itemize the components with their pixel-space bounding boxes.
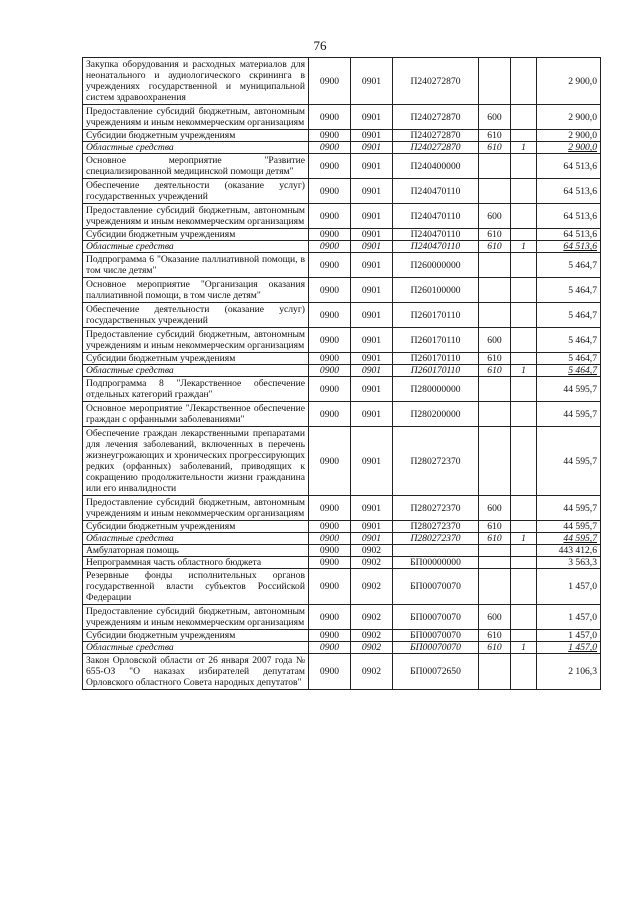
subsection-code-cell: 0901 <box>351 130 393 142</box>
row-name-cell: Подпрограмма 8 "Лекарственное обеспечение отдельных категорий граждан" <box>83 377 309 402</box>
amount-cell: 5 464,7 <box>537 365 601 377</box>
row-name-cell: Предоставление субсидий бюджетным, автономным учреждениям и иным некоммерческим организациям <box>83 328 309 353</box>
subsection-code-cell: 0901 <box>351 241 393 253</box>
income-code-cell <box>511 496 537 521</box>
table-row <box>83 105 601 130</box>
table-row <box>83 229 601 241</box>
amount-cell: 64 513,6 <box>537 229 601 241</box>
expense-type-cell: 600 <box>479 204 511 229</box>
target-article-cell: П240400000 <box>393 154 479 179</box>
subsection-code-cell: 0902 <box>351 654 393 690</box>
section-code-cell: 0900 <box>309 253 351 278</box>
expense-type-cell <box>479 154 511 179</box>
income-code-cell <box>511 105 537 130</box>
section-code-cell: 0900 <box>309 105 351 130</box>
expense-type-cell: 600 <box>479 605 511 630</box>
row-name-cell: Субсидии бюджетным учреждениям <box>83 630 309 642</box>
expense-type-cell: 610 <box>479 365 511 377</box>
table-row <box>83 630 601 642</box>
subsection-code-cell: 0901 <box>351 303 393 328</box>
section-code-cell: 0900 <box>309 204 351 229</box>
amount-cell: 44 595,7 <box>537 377 601 402</box>
table-row <box>83 427 601 496</box>
target-article-cell: БП00072650 <box>393 654 479 690</box>
section-code-cell: 0900 <box>309 179 351 204</box>
table-row <box>83 654 601 690</box>
target-article-cell: П260170110 <box>393 303 479 328</box>
row-name-cell: Основное мероприятие "Лекарственное обеспечение граждан с орфанными заболеваниями" <box>83 402 309 427</box>
table-row <box>83 142 601 154</box>
subsection-code-cell: 0901 <box>351 179 393 204</box>
expense-type-cell: 610 <box>479 142 511 154</box>
section-code-cell: 0900 <box>309 557 351 569</box>
target-article-cell: П260170110 <box>393 328 479 353</box>
subsection-code-cell: 0902 <box>351 569 393 605</box>
subsection-code-cell: 0901 <box>351 142 393 154</box>
amount-cell: 5 464,7 <box>537 303 601 328</box>
income-code-cell <box>511 427 537 496</box>
row-name-cell: Предоставление субсидий бюджетным, автономным учреждениям и иным некоммерческим организациям <box>83 605 309 630</box>
amount-cell: 64 513,6 <box>537 204 601 229</box>
section-code-cell: 0900 <box>309 427 351 496</box>
table-row <box>83 253 601 278</box>
row-name-cell: Обеспечение деятельности (оказание услуг) государственных учреждений <box>83 179 309 204</box>
amount-cell: 1 457,0 <box>537 605 601 630</box>
income-code-cell: 1 <box>511 642 537 654</box>
table-row <box>83 521 601 533</box>
table-row <box>83 241 601 253</box>
amount-cell: 5 464,7 <box>537 328 601 353</box>
income-code-cell: 1 <box>511 142 537 154</box>
expense-type-cell <box>479 179 511 204</box>
section-code-cell: 0900 <box>309 545 351 557</box>
section-code-cell: 0900 <box>309 642 351 654</box>
row-name-cell: Подпрограмма 6 "Оказание паллиативной помощи, в том числе детям" <box>83 253 309 278</box>
subsection-code-cell: 0901 <box>351 229 393 241</box>
expense-type-cell <box>479 545 511 557</box>
page-number: 76 <box>313 38 327 53</box>
amount-cell: 443 412,6 <box>537 545 601 557</box>
target-article-cell: БП00070070 <box>393 642 479 654</box>
expense-type-cell: 610 <box>479 630 511 642</box>
target-article-cell: П240470110 <box>393 241 479 253</box>
expense-type-cell: 610 <box>479 241 511 253</box>
table-row <box>83 642 601 654</box>
section-code-cell: 0900 <box>309 328 351 353</box>
row-name-cell: Областные средства <box>83 533 309 545</box>
subsection-code-cell: 0901 <box>351 278 393 303</box>
amount-cell: 44 595,7 <box>537 496 601 521</box>
row-name-cell: Закон Орловской области от 26 января 2007 года № 655-ОЗ "О наказах избирателей депутатам Орловского областного Совета народных депутатов" <box>83 654 309 690</box>
income-code-cell <box>511 154 537 179</box>
target-article-cell <box>393 545 479 557</box>
subsection-code-cell: 0901 <box>351 253 393 278</box>
row-name-cell: Субсидии бюджетным учреждениям <box>83 229 309 241</box>
subsection-code-cell: 0901 <box>351 58 393 105</box>
target-article-cell: П280272370 <box>393 496 479 521</box>
amount-cell: 1 457,0 <box>537 642 601 654</box>
subsection-code-cell: 0902 <box>351 557 393 569</box>
table-row <box>83 545 601 557</box>
table-row <box>83 377 601 402</box>
target-article-cell: П240272870 <box>393 105 479 130</box>
row-name-cell: Закупка оборудования и расходных материалов для неонатального и аудиологического скрининга в учреждениях государственной и муниципальной систем здравоохранения <box>83 58 309 105</box>
row-name-cell: Областные средства <box>83 241 309 253</box>
subsection-code-cell: 0902 <box>351 545 393 557</box>
row-name-cell: Областные средства <box>83 142 309 154</box>
section-code-cell: 0900 <box>309 365 351 377</box>
expense-type-cell: 600 <box>479 328 511 353</box>
income-code-cell: 1 <box>511 365 537 377</box>
row-name-cell: Обеспечение граждан лекарственными препаратами для лечения заболеваний, включенных в перечень жизнеугрожающих и хронических прогрессирующих редких (орфанных) заболеваний, приводящих к сокращению продолжительности жизни гражданина или его инвалидности <box>83 427 309 496</box>
expense-type-cell <box>479 654 511 690</box>
income-code-cell <box>511 630 537 642</box>
section-code-cell: 0900 <box>309 303 351 328</box>
amount-cell: 5 464,7 <box>537 253 601 278</box>
target-article-cell: П280272370 <box>393 521 479 533</box>
row-name-cell: Основное мероприятие "Развитие специализированной медицинской помощи детям" <box>83 154 309 179</box>
amount-cell: 64 513,6 <box>537 154 601 179</box>
income-code-cell <box>511 130 537 142</box>
target-article-cell: П260170110 <box>393 365 479 377</box>
expense-type-cell: 610 <box>479 533 511 545</box>
subsection-code-cell: 0901 <box>351 353 393 365</box>
table-row <box>83 154 601 179</box>
table-row <box>83 569 601 605</box>
expense-type-cell: 600 <box>479 496 511 521</box>
section-code-cell: 0900 <box>309 521 351 533</box>
target-article-cell: П240470110 <box>393 204 479 229</box>
subsection-code-cell: 0902 <box>351 605 393 630</box>
expense-type-cell: 610 <box>479 521 511 533</box>
section-code-cell: 0900 <box>309 241 351 253</box>
amount-cell: 5 464,7 <box>537 353 601 365</box>
subsection-code-cell: 0901 <box>351 105 393 130</box>
target-article-cell: П240470110 <box>393 179 479 204</box>
target-article-cell: БП00000000 <box>393 557 479 569</box>
amount-cell: 5 464,7 <box>537 278 601 303</box>
target-article-cell: П260100000 <box>393 278 479 303</box>
table-body <box>83 58 601 690</box>
subsection-code-cell: 0902 <box>351 630 393 642</box>
row-name-cell: Амбулаторная помощь <box>83 545 309 557</box>
target-article-cell: БП00070070 <box>393 605 479 630</box>
subsection-code-cell: 0902 <box>351 642 393 654</box>
target-article-cell: П260000000 <box>393 253 479 278</box>
section-code-cell: 0900 <box>309 229 351 241</box>
table-row <box>83 402 601 427</box>
income-code-cell <box>511 557 537 569</box>
income-code-cell <box>511 569 537 605</box>
income-code-cell <box>511 278 537 303</box>
row-name-cell: Областные средства <box>83 642 309 654</box>
subsection-code-cell: 0901 <box>351 402 393 427</box>
subsection-code-cell: 0901 <box>351 377 393 402</box>
amount-cell: 44 595,7 <box>537 427 601 496</box>
row-name-cell: Областные средства <box>83 365 309 377</box>
target-article-cell: П280272370 <box>393 427 479 496</box>
budget-table <box>82 57 601 690</box>
subsection-code-cell: 0901 <box>351 328 393 353</box>
amount-cell: 64 513,6 <box>537 179 601 204</box>
amount-cell: 2 900,0 <box>537 142 601 154</box>
subsection-code-cell: 0901 <box>351 204 393 229</box>
table-row <box>83 496 601 521</box>
income-code-cell <box>511 328 537 353</box>
income-code-cell <box>511 58 537 105</box>
target-article-cell: П240470110 <box>393 229 479 241</box>
subsection-code-cell: 0901 <box>351 154 393 179</box>
table-row <box>83 328 601 353</box>
section-code-cell: 0900 <box>309 402 351 427</box>
income-code-cell <box>511 377 537 402</box>
expense-type-cell: 610 <box>479 353 511 365</box>
section-code-cell: 0900 <box>309 533 351 545</box>
row-name-cell: Резервные фонды исполнительных органов государственной власти субъектов Российской Федерации <box>83 569 309 605</box>
table-row <box>83 179 601 204</box>
subsection-code-cell: 0901 <box>351 427 393 496</box>
income-code-cell: 1 <box>511 241 537 253</box>
amount-cell: 64 513,6 <box>537 241 601 253</box>
expense-type-cell: 610 <box>479 229 511 241</box>
table-row <box>83 557 601 569</box>
row-name-cell: Основное мероприятие "Организация оказания паллиативной помощи, в том числе детям" <box>83 278 309 303</box>
income-code-cell <box>511 353 537 365</box>
expense-type-cell <box>479 402 511 427</box>
amount-cell: 44 595,7 <box>537 402 601 427</box>
table-row <box>83 278 601 303</box>
amount-cell: 3 563,3 <box>537 557 601 569</box>
amount-cell: 1 457,0 <box>537 630 601 642</box>
income-code-cell <box>511 402 537 427</box>
subsection-code-cell: 0901 <box>351 365 393 377</box>
expense-type-cell <box>479 427 511 496</box>
subsection-code-cell: 0901 <box>351 533 393 545</box>
table-row <box>83 353 601 365</box>
table-row <box>83 365 601 377</box>
amount-cell: 1 457,0 <box>537 569 601 605</box>
row-name-cell: Субсидии бюджетным учреждениям <box>83 521 309 533</box>
target-article-cell: П240272870 <box>393 58 479 105</box>
section-code-cell: 0900 <box>309 496 351 521</box>
section-code-cell: 0900 <box>309 58 351 105</box>
expense-type-cell: 610 <box>479 642 511 654</box>
table-row <box>83 58 601 105</box>
income-code-cell <box>511 545 537 557</box>
row-name-cell: Субсидии бюджетным учреждениям <box>83 130 309 142</box>
section-code-cell: 0900 <box>309 569 351 605</box>
income-code-cell <box>511 521 537 533</box>
row-name-cell: Непрограммная часть областного бюджета <box>83 557 309 569</box>
section-code-cell: 0900 <box>309 278 351 303</box>
table-row <box>83 130 601 142</box>
expense-type-cell <box>479 253 511 278</box>
target-article-cell: П240272870 <box>393 142 479 154</box>
table-row <box>83 303 601 328</box>
section-code-cell: 0900 <box>309 142 351 154</box>
amount-cell: 2 106,3 <box>537 654 601 690</box>
table-row <box>83 204 601 229</box>
row-name-cell: Обеспечение деятельности (оказание услуг) государственных учреждений <box>83 303 309 328</box>
target-article-cell: БП00070070 <box>393 630 479 642</box>
table-row <box>83 533 601 545</box>
section-code-cell: 0900 <box>309 377 351 402</box>
expense-type-cell <box>479 569 511 605</box>
subsection-code-cell: 0901 <box>351 496 393 521</box>
row-name-cell: Предоставление субсидий бюджетным, автономным учреждениям и иным некоммерческим организациям <box>83 204 309 229</box>
target-article-cell: П280272370 <box>393 533 479 545</box>
row-name-cell: Предоставление субсидий бюджетным, автономным учреждениям и иным некоммерческим организациям <box>83 496 309 521</box>
section-code-cell: 0900 <box>309 654 351 690</box>
amount-cell: 2 900,0 <box>537 130 601 142</box>
income-code-cell <box>511 253 537 278</box>
section-code-cell: 0900 <box>309 154 351 179</box>
amount-cell: 44 595,7 <box>537 521 601 533</box>
expense-type-cell <box>479 58 511 105</box>
section-code-cell: 0900 <box>309 130 351 142</box>
income-code-cell <box>511 179 537 204</box>
section-code-cell: 0900 <box>309 353 351 365</box>
target-article-cell: П240272870 <box>393 130 479 142</box>
expense-type-cell: 610 <box>479 130 511 142</box>
income-code-cell <box>511 229 537 241</box>
table-row <box>83 605 601 630</box>
income-code-cell <box>511 605 537 630</box>
income-code-cell <box>511 204 537 229</box>
income-code-cell <box>511 654 537 690</box>
expense-type-cell <box>479 377 511 402</box>
section-code-cell: 0900 <box>309 630 351 642</box>
row-name-cell: Предоставление субсидий бюджетным, автономным учреждениям и иным некоммерческим организациям <box>83 105 309 130</box>
expense-type-cell <box>479 557 511 569</box>
income-code-cell <box>511 303 537 328</box>
expense-type-cell <box>479 278 511 303</box>
target-article-cell: П260170110 <box>393 353 479 365</box>
subsection-code-cell: 0901 <box>351 521 393 533</box>
amount-cell: 44 595,7 <box>537 533 601 545</box>
income-code-cell: 1 <box>511 533 537 545</box>
row-name-cell: Субсидии бюджетным учреждениям <box>83 353 309 365</box>
target-article-cell: П280200000 <box>393 402 479 427</box>
section-code-cell: 0900 <box>309 605 351 630</box>
amount-cell: 2 900,0 <box>537 58 601 105</box>
expense-type-cell: 600 <box>479 105 511 130</box>
amount-cell: 2 900,0 <box>537 105 601 130</box>
target-article-cell: П280000000 <box>393 377 479 402</box>
expense-type-cell <box>479 303 511 328</box>
target-article-cell: БП00070070 <box>393 569 479 605</box>
